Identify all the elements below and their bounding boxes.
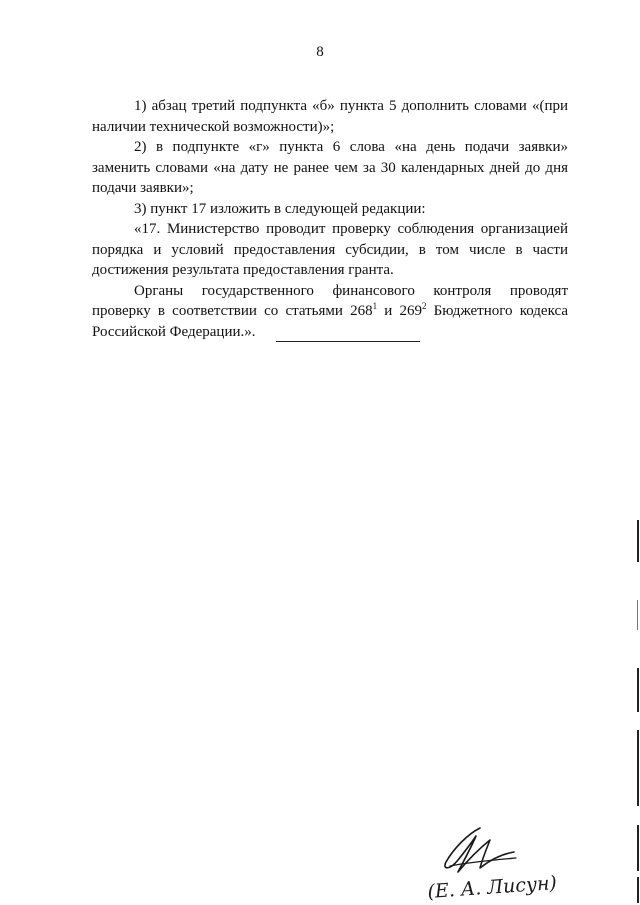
paragraph-item-1: 1) абзац третий подпункта «б» пункта 5 дополнить словами «(при наличии технической возможности)»; (92, 98, 568, 135)
paragraph-text-middle: и 269 (377, 303, 422, 319)
paragraph-item-3: 3) пункт 17 изложить в следующей редакции: (134, 200, 426, 217)
paragraph-text-after: Бюджетного кодекса Российской Федерации.». (92, 303, 569, 340)
page-number: 8 (316, 44, 324, 60)
paragraph-item-2: 2) в подпункте «г» пункта 6 слова «на день подачи заявки» заменить словами «на дату не ранее чем за 30 календарных дней до дня подачи заявки»; (92, 139, 568, 196)
document-body (92, 96, 568, 342)
article-superscript-1: 1 (372, 301, 378, 311)
end-divider (276, 341, 420, 342)
signature-name: (Е. А. Лисун) (426, 872, 558, 903)
article-superscript-2: 2 (421, 301, 427, 311)
handwritten-signature (410, 820, 560, 905)
scan-edge-marks (632, 0, 640, 905)
paragraph-text-before: Органы государственного финансового контроля проводят проверку в соответствии со статьями 268 (92, 282, 568, 319)
paragraph-item-4: «17. Министерство проводит проверку соблюдения организацией порядка и условий предоставления субсидии, в том числе в части достижения результата предоставления гранта. (92, 221, 568, 278)
paragraph-item-5 (92, 281, 568, 343)
